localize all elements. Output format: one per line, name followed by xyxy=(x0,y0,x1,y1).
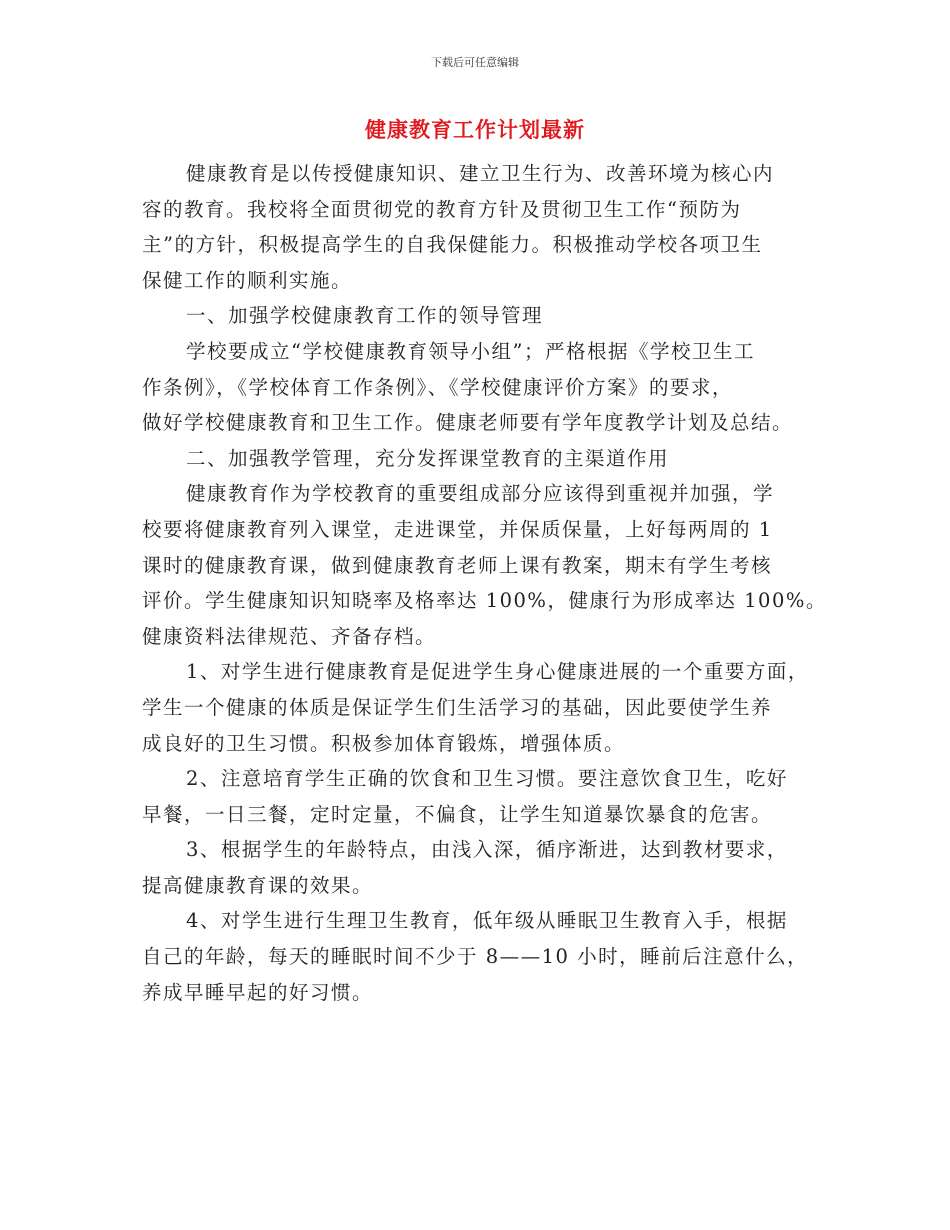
paragraph-line: 提高健康教育课的效果。 xyxy=(142,873,374,897)
paragraph-section-2 xyxy=(142,476,827,654)
paragraph-line: 评价。学生健康知识知晓率及格率达 100%，健康行为形成率达 100%。 xyxy=(142,589,827,613)
paragraph-line: 学校要成立“学校健康教育领导小组”；严格根据《学校卫生工 xyxy=(186,339,755,363)
document-title: 健康教育工作计划最新 xyxy=(365,117,585,142)
paragraph-line: 早餐，一日三餐，定时定量，不偏食，让学生知道暴饮暴食的危害。 xyxy=(142,802,773,826)
list-item-2 xyxy=(142,761,822,832)
paragraph-section-1 xyxy=(142,334,822,441)
section-heading-text: 一、加强学校健康教育工作的领导管理 xyxy=(186,304,544,328)
header-note: 下载后可任意编辑 xyxy=(431,56,519,69)
document-body xyxy=(142,156,827,1010)
paragraph-line: 4、对学生进行生理卫生教育，低年级从睡眠卫生教育入手，根据 xyxy=(186,909,788,933)
section-heading-2 xyxy=(142,441,822,477)
paragraph-line: 3、根据学生的年龄特点，由浅入深，循序渐进，达到教材要求， xyxy=(186,838,788,862)
section-heading-1 xyxy=(142,298,822,334)
list-item-3 xyxy=(142,832,822,903)
paragraph-line: 健康教育作为学校教育的重要组成部分应该得到重视并加强，学 xyxy=(186,482,775,506)
paragraph-line: 学生一个健康的体质是保证学生们生活学习的基础，因此要使学生养 xyxy=(142,695,773,719)
paragraph-line: 健康教育是以传授健康知识、建立卫生行为、改善环境为核心内 xyxy=(186,162,775,185)
paragraph-line: 2、注意培育学生正确的饮食和卫生习惯。要注意饮食卫生，吃好 xyxy=(186,767,788,791)
paragraph-line: 健康资料法律规范、齐备存档。 xyxy=(142,624,437,648)
paragraph-intro xyxy=(142,156,822,298)
paragraph-line: 容的教育。我校将全面贯彻党的教育方针及贯彻卫生工作“预防为 xyxy=(142,197,742,221)
paragraph-line: 1、对学生进行健康教育是促进学生身心健康进展的一个重要方面， xyxy=(186,660,809,684)
paragraph-line: 养成早睡早起的好习惯。 xyxy=(142,980,374,1004)
paragraph-line: 校要将健康教育列入课堂，走进课堂，并保质保量，上好每两周的 1 xyxy=(142,517,773,541)
paragraph-line: 主”的方针，积极提高学生的自我保健能力。积极推动学校各项卫生 xyxy=(142,233,763,257)
paragraph-line: 课时的健康教育课，做到健康教育老师上课有教案，期末有学生考核 xyxy=(142,553,773,577)
paragraph-line: 自己的年龄，每天的睡眠时间不少于 8——10 小时，睡前后注意什么， xyxy=(142,945,809,969)
paragraph-line: 作条例》，《学校体育工作条例》、《学校健康评价方案》的要求， xyxy=(142,375,734,399)
paragraph-line: 保健工作的顺利实施。 xyxy=(142,268,353,292)
paragraph-line: 成良好的卫生习惯。积极参加体育锻炼，增强体质。 xyxy=(142,731,626,755)
list-item-4 xyxy=(142,903,822,1010)
section-heading-text: 二、加强教学管理，充分发挥课堂教育的主渠道作用 xyxy=(186,446,670,470)
list-item-1 xyxy=(142,654,822,761)
paragraph-line: 做好学校健康教育和卫生工作。健康老师要有学年度教学计划及总结。 xyxy=(142,411,794,435)
